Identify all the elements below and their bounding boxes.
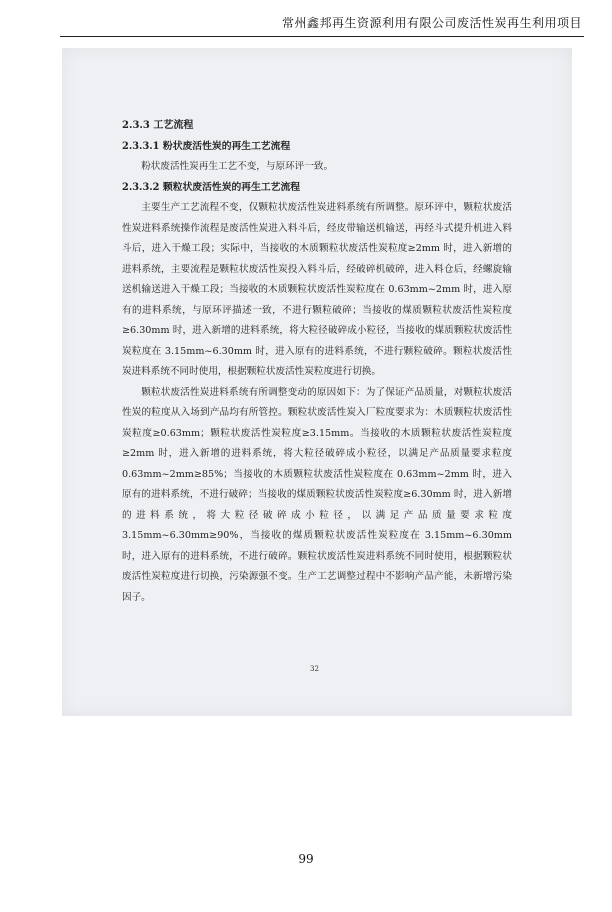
paragraph-adjustment-reason: 颗粒状废活性炭进料系统有所调整变动的原因如下：为了保证产品质量，对颗粒状废活性炭的粒度从入场到产品均有所管控。颗粒状废活性炭入厂粒度要求为：木质颗粒状废活性炭粒度≥0.63mm；颗粒状废活性炭粒度≥3.15mm。当接收的木质颗粒状废活性炭粒度≥2mm 时，进入新增的进料系统，将大粒径破碎成小粒径，以满足产品质量要求粒度 0.63mm~2mm≥85%；当接收的木质颗粒状废活性炭粒度在 0.63mm~2mm 时，进入原有的进料系统，不进行破碎；当接收的煤质颗粒状废活性炭粒度≥6.30mm 时，进入新增的进料系统，将大粒径破碎成小粒径，以满足产品质量要求粒度 3.15mm~6.30mm≥90%，当接收的煤质颗粒状废活性炭粒度在 3.15mm~6.30mm 时，进入原有的进料系统，不进行破碎。颗粒状废活性炭进料系统不同时使用，根据颗粒状废活性炭粒度进行切换，污染源强不变。生产工艺调整过程中不影响产品产能，未新增污染因子。 xyxy=(122,386,512,603)
subsection-heading-granular: 2.3.3.2 颗粒状废活性炭的再生工艺流程 xyxy=(122,181,301,193)
page-number: 99 xyxy=(298,852,314,866)
document-header-title: 常州鑫邦再生资源利用有限公司废活性炭再生利用项目 xyxy=(281,16,582,30)
scanned-page-content xyxy=(122,116,512,608)
header-divider xyxy=(60,36,584,37)
section-heading: 2.3.3 工艺流程 xyxy=(122,120,194,131)
subsection-text-powder: 粉状废活性炭再生工艺不变，与原环评一致。 xyxy=(141,161,334,172)
subsection-heading-powder: 2.3.3.1 粉状废活性炭的再生工艺流程 xyxy=(122,140,291,152)
paragraph-process-description: 主要生产工艺流程不变，仅颗粒状废活性炭进料系统有所调整。原环评中，颗粒状废活性炭进料系统操作流程是废活性炭进入料斗后，经皮带输送机输送，再经斗式提升机进入料斗后，进入干燥工段；实际中，当接收的木质颗粒状废活性炭粒度≥2mm 时，进入新增的进料系统，主要流程是颗粒状废活性炭投入料斗后，经破碎机破碎，进入料仓后，经螺旋输送机输送进入干燥工段；当接收的木质颗粒状废活性炭粒度在 0.63mm~2mm 时，进入原有的进料系统，与原环评描述一致，不进行颗粒破碎；当接收的煤质颗粒状废活性炭粒度≥6.30mm 时，进入新增的进料系统，将大粒径破碎成小粒径，当接收的煤质颗粒状废活性炭粒度在 3.15mm~6.30mm 时，进入原有的进料系统，不进行颗粒破碎。颗粒状废活性炭进料系统不同时使用，根据颗粒状废活性炭粒度进行切换。 xyxy=(122,202,512,377)
scanned-page xyxy=(62,48,572,716)
scanned-page-number: 32 xyxy=(310,665,319,673)
